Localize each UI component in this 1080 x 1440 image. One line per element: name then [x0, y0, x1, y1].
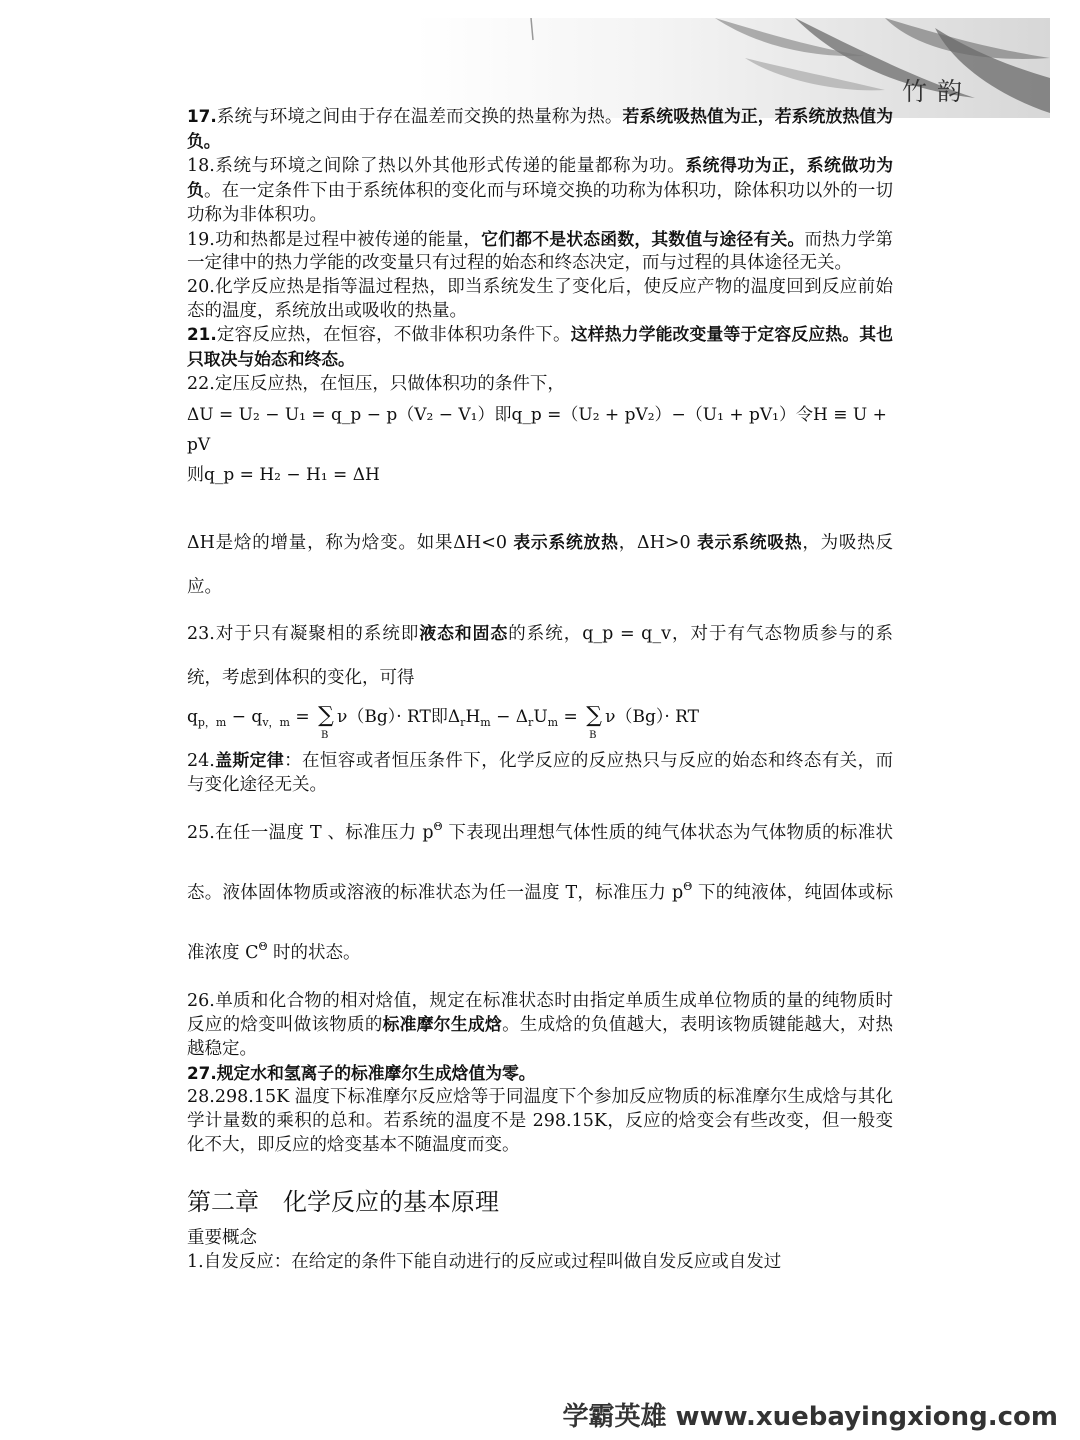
item-20: [187, 276, 893, 323]
item-number: 18.: [187, 156, 215, 177]
sum-index: B: [321, 730, 329, 742]
item-text: 功和热都是过程中被传递的能量，: [214, 229, 482, 250]
f-part: U: [533, 707, 548, 728]
document-body: [187, 105, 893, 1275]
sum-symbol: [583, 703, 605, 742]
item-22: [187, 373, 893, 397]
item-text: 时的状态。: [267, 942, 361, 963]
item-text: 是焓的增量，称为焓变。如果: [214, 533, 454, 554]
item-bold: 液态和固态: [419, 623, 509, 644]
item-text: 。生成焓的负值越大，表明该物质键能越大，对热越稳定。: [187, 1015, 893, 1059]
f-sub: r: [528, 716, 534, 730]
f-sub: p，m: [197, 716, 227, 730]
banner-text: 竹韵: [901, 77, 972, 106]
item-23: [187, 611, 893, 700]
sum-index: B: [589, 730, 597, 742]
sum-glyph: ∑: [318, 703, 334, 729]
item-text: ，: [618, 533, 637, 554]
f-sub: v，m: [262, 716, 290, 730]
item-text: 在任一温度 T 、标准压力 p: [214, 822, 434, 843]
item-number: 24.: [187, 751, 215, 772]
f-sub: r: [460, 716, 466, 730]
item-text: >0: [664, 533, 698, 554]
chapter-item-1: [187, 1251, 893, 1275]
item-text: 298.15K 温度下标准摩尔反应焓等于同温度下个参加反应物质的标准摩尔生成焓与其化学计量数的乘积的总和。若系统的温度不是 298.15K，反应的焓变会有些改变，但一般变化不大，即反应的焓变基本不随温度而变。: [187, 1087, 893, 1155]
item-text: 系统与环境之间由于存在温差而交换的热量称为热。: [216, 107, 623, 127]
item-25: [187, 800, 893, 980]
sum-glyph: ∑: [586, 703, 602, 729]
item-number: 19.: [187, 229, 215, 250]
item-number: 1.: [187, 1251, 204, 1272]
f-part: − q: [226, 707, 263, 728]
item-21: [187, 323, 893, 372]
item-number: 23.: [187, 624, 215, 645]
spacer: [187, 500, 893, 520]
item-text: 。在一定条件下由于系统体积的变化而与环境交换的功称为体积功，除体积功以外的一切功称为非体积功。: [187, 181, 893, 225]
item-number: 21.: [187, 324, 217, 345]
item-26: [187, 990, 893, 1062]
item-28: [187, 1086, 893, 1157]
chapter-title: 第二章 化学反应的基本原理: [187, 1188, 499, 1217]
item-number: 20.: [187, 276, 215, 297]
item-text: 的系统，: [508, 624, 583, 645]
qp-qv-formula: q_p = q_v: [582, 624, 672, 645]
section-subtitle: 重要概念: [187, 1228, 257, 1249]
item-number: 26.: [187, 990, 215, 1011]
item-19: [187, 228, 893, 276]
item-bold: 系统得功为正，系统做功为负: [187, 155, 893, 201]
item-bold: 表示系统吸热: [697, 532, 803, 553]
item-text: 对于只有凝聚相的系统即: [214, 624, 420, 645]
theta-symbol: Θ: [683, 879, 693, 893]
item-text: 下表现出理想气体性质的纯气体状态为气体物质的标准状态。液体固体物质或溶液的标准状态为任一温度 T，标准压力 p: [187, 822, 894, 903]
item-bold: 它们都不是状态函数，其数值与途径有关。: [481, 228, 805, 249]
f-part: =: [558, 707, 584, 728]
item-text: 系统与环境之间除了热以外其他形式传递的能量都称为功。: [214, 156, 686, 177]
f-part: H: [465, 707, 481, 728]
item-bold: 规定水和氢离子的标准摩尔生成焓值为零。: [216, 1062, 536, 1083]
item-bold: 盖斯定律: [214, 750, 285, 771]
f-sub: m: [547, 716, 559, 730]
f-part: =: [289, 707, 316, 728]
item-number: 22.: [187, 373, 215, 394]
item-text: 下的纯液体，纯固体或标准浓度 C: [187, 882, 894, 963]
item-bold: 标准摩尔生成焓: [382, 1014, 503, 1035]
delta-h-note: [187, 520, 893, 609]
item-text: <0: [481, 533, 514, 554]
delta-h-symbol: ΔH: [453, 533, 482, 554]
item-text: ，对于有气态物质参与的系统，考虑到体积的变化，可得: [187, 624, 893, 689]
item-text: 单质和化合物的相对焓值，规定在标准状态时由指定单质生成单位物质的量的纯物质时反应的焓变叫做该物质的: [187, 990, 893, 1036]
item-number: 17.: [187, 106, 217, 126]
formula-22: [187, 400, 893, 490]
formula-22-line2: 则q_p = H₂ − H₁ = ΔH: [187, 465, 380, 486]
formula-22-line1: ΔU = U₂ − U₁ = q_p − p（V₂ − V₁）即q_p =（U₂ + pV₂）−（U₁ + pV₁）令H ≡ U + pV: [187, 405, 887, 456]
item-text: 定容反应热，在恒容，不做非体积功条件下。: [216, 325, 571, 346]
f-part: ν（Bg）· RT: [605, 707, 699, 728]
item-24: [187, 749, 893, 797]
item-text: 化学反应热是指等温过程热，即当系统发生了变化后，使反应产物的温度回到反应前始态的温度，系统放出或吸收的热量。: [187, 276, 893, 321]
f-part: ν（Bg）· RT即Δ: [337, 707, 461, 728]
item-text: 定压反应热，在恒压，只做体积功的条件下，: [214, 373, 565, 394]
header-banner: [415, 18, 1050, 118]
item-text: 而热力学第一定律中的热力学能的改变量只有过程的始态和终态决定，而与过程的具体途径无关。: [187, 229, 894, 274]
item-bold: 表示系统放热: [513, 532, 619, 553]
delta-h-symbol: ΔH: [187, 533, 215, 554]
item-18: [187, 154, 893, 227]
item-27: [187, 1062, 893, 1087]
formula-23: [187, 703, 893, 742]
theta-symbol: Θ: [433, 819, 443, 833]
theta-symbol: Θ: [258, 939, 268, 953]
f-sub: m: [480, 716, 491, 730]
item-17: [187, 105, 893, 154]
item-bold: 这样热力学能改变量等于定容反应热。其也只取决与始态和终态。: [187, 324, 893, 370]
f-part: q: [187, 707, 198, 728]
sum-symbol: [315, 703, 337, 742]
item-text: 自发反应：在给定的条件下能自动进行的反应或过程叫做自发反应或自发过: [203, 1251, 782, 1272]
delta-h-symbol: ΔH: [636, 533, 665, 554]
footer-brand: 学霸英雄 www.xuebayingxiong.com: [562, 1402, 1058, 1432]
item-number: 25.: [187, 822, 215, 843]
item-number: 28.: [187, 1087, 215, 1108]
item-bold: 若系统吸热值为正，若系统放热值为负。: [187, 106, 893, 151]
f-part: − Δ: [490, 707, 529, 728]
item-text: ：在恒容或者恒压条件下，化学反应的反应热只与反应的始态和终态有关，而与变化途径无关。: [187, 751, 893, 795]
item-number: 27.: [187, 1062, 217, 1083]
item-text: ，为吸热反应。: [187, 533, 893, 598]
